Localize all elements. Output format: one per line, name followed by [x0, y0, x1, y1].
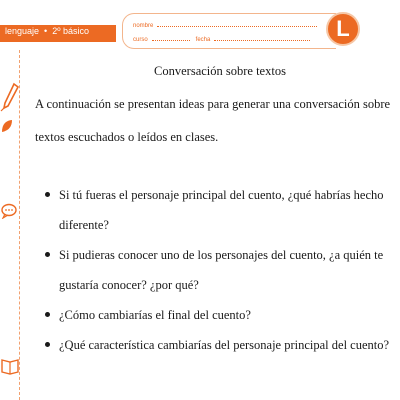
page-title: Conversación sobre textos: [154, 64, 286, 78]
course-label: curso: [133, 37, 148, 43]
question-item: Si pudieras conocer uno de los personajes del cuento, ¿a quién te gustaría conocer? ¿por qué?: [45, 240, 395, 300]
grade-label: 2º básico: [52, 26, 89, 36]
student-info-form: [122, 13, 336, 49]
logo-letter: L: [336, 16, 350, 41]
question-item: ¿Cómo cambiarías el final del cuento?: [45, 300, 395, 330]
subject-label: lenguaje: [5, 26, 40, 36]
subject-banner: [0, 25, 116, 42]
name-label: nombre: [133, 23, 154, 29]
question-item: Si tú fueras el personaje principal del cuento, ¿qué habrías hecho diferente?: [45, 180, 395, 240]
subject-grade-label: [5, 26, 89, 36]
question-item: ¿Qué característica cambiarías del personaje principal del cuento?: [45, 330, 395, 360]
pen-icon: [0, 82, 22, 112]
date-blank[interactable]: [214, 36, 310, 41]
book-icon: [0, 357, 20, 375]
course-blank[interactable]: [152, 36, 190, 41]
leaf-icon: [0, 118, 14, 134]
question-list: [45, 180, 395, 360]
date-label: fecha: [195, 37, 211, 43]
course-date-row: [133, 36, 310, 43]
subject-logo: [326, 12, 360, 46]
name-field[interactable]: [133, 22, 317, 29]
name-blank[interactable]: [157, 22, 317, 27]
separator-dot: •: [44, 26, 48, 36]
intro-paragraph: A continuación se presentan ideas para generar una conversación sobre textos escuchados o leídos en clases.: [35, 97, 391, 144]
speech-bubble-icon: [0, 203, 18, 219]
